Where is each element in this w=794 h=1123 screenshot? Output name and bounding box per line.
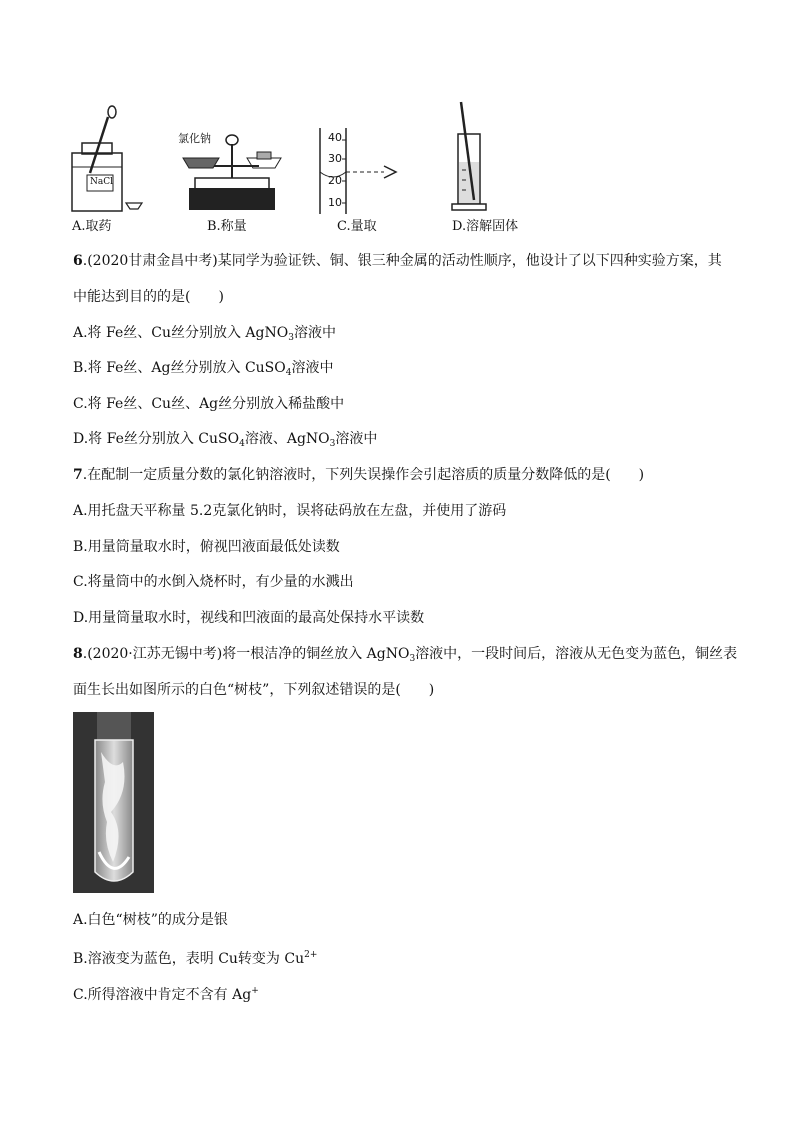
q6-stem-line2: 中能达到目的的是( )	[73, 289, 224, 305]
mark-20: 20	[328, 174, 342, 187]
q8-option-a: A.白色“树枝”的成分是银	[73, 912, 228, 928]
dissolving-cylinder-drawing	[448, 100, 498, 216]
figure-b-balance	[175, 126, 285, 216]
q7-option-b: B.用量筒量取水时，俯视凹液面最低处读数	[73, 539, 340, 555]
figure-b-caption: B.称量	[207, 219, 247, 234]
q8-option-c: C.所得溶液中肯定不含有 Ag+	[73, 986, 259, 1003]
figure-c-caption: C.量取	[337, 219, 377, 234]
q7-number: 7	[73, 467, 83, 483]
reagent-bottle-spoon-drawing	[68, 105, 148, 213]
q8-number: 8	[73, 646, 83, 662]
q7-option-c: C.将量筒中的水倒入烧杯时，有少量的水溅出	[73, 574, 354, 590]
test-tube-silver-tree	[73, 712, 154, 893]
figure-c-cylinder-reading	[316, 128, 406, 214]
test-tube-photo	[73, 712, 154, 893]
mark-30: 30	[328, 152, 342, 165]
q6-option-c: C.将 Fe丝、Cu丝、Ag丝分别放入稀盐酸中	[73, 396, 345, 412]
q6-number: 6	[73, 253, 83, 269]
q8-stem-line2: 面生长出如图所示的白色“树枝”，下列叙述错误的是( )	[73, 682, 435, 698]
q6-option-b: B.将 Fe丝、Ag丝分别放入 CuSO$_4$溶液中	[73, 360, 334, 378]
q8-option-b: B.溶液变为蓝色，表明 Cu转变为 $Cu^{2+}$	[73, 950, 318, 967]
q8-stem-line1: 8.(2020·江苏无锡中考)将一根洁净的铜丝放入 AgNO$_3$溶液中，一段时间后，溶液从无色变为蓝色，铜丝表	[73, 646, 738, 664]
q7-option-d: D.用量筒量取水时，视线和凹液面的最高处保持水平读数	[73, 610, 425, 626]
mark-40: 40	[328, 131, 342, 144]
figure-d-caption: D.溶解固体	[452, 219, 519, 234]
q6-option-d: D.将 Fe丝分别放入 CuSO$_4$溶液、AgNO$_3$溶液中	[73, 431, 378, 449]
q7-option-a: A.用托盘天平称量 5.2克氯化钠时，误将砝码放在左盘，并使用了游码	[73, 503, 507, 519]
q6-stem-line1: 6.(2020甘肃金昌中考)某同学为验证铁、铜、银三种金属的活动性顺序，他设计了以下四种实验方案，其	[73, 253, 722, 269]
mark-10: 10	[328, 196, 342, 209]
figure-d-dissolving	[448, 100, 498, 216]
figure-a-caption: A.取药	[72, 219, 112, 234]
q6-option-a: A.将 Fe丝、Cu丝分别放入 AgNO$_3$溶液中	[73, 325, 336, 343]
bottle-label: NaCl	[90, 177, 114, 187]
sodium-chloride-label: 氯化钠	[178, 132, 211, 145]
figure-a-take-reagent	[68, 105, 148, 213]
q7-stem: 7.在配制一定质量分数的氯化钠溶液时，下列失误操作会引起溶质的质量分数降低的是( )	[73, 467, 645, 483]
